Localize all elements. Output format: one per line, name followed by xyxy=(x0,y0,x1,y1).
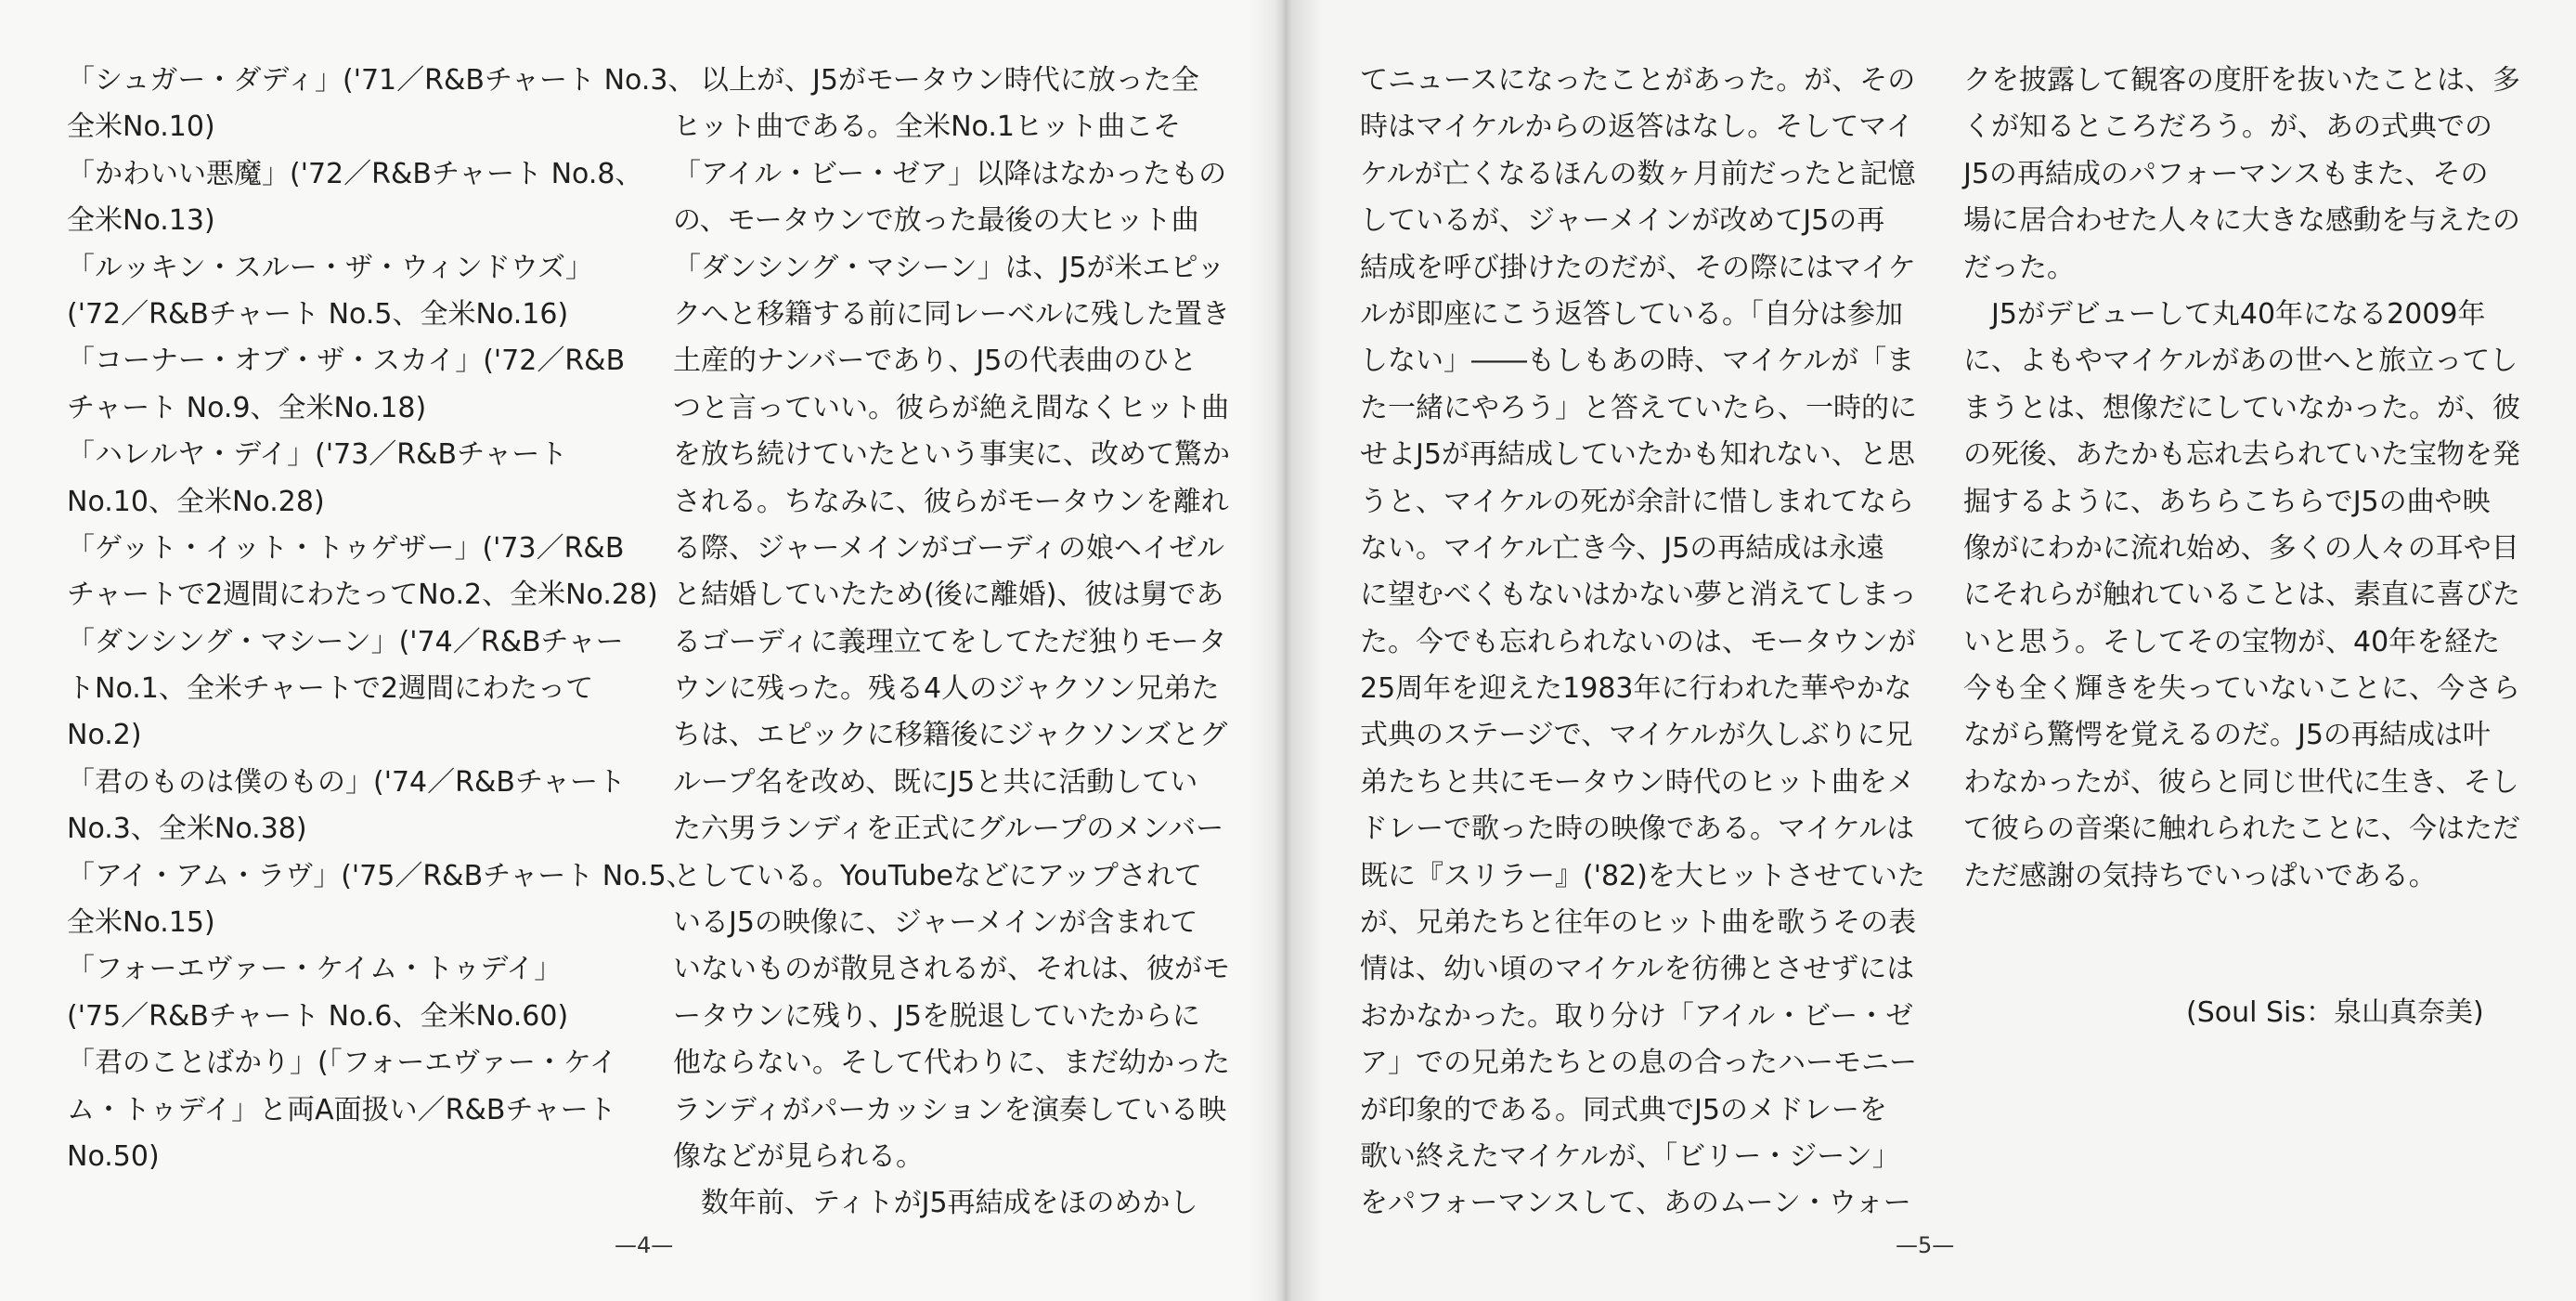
text-line: クへと移籍する前に同レーベルに残した置き xyxy=(673,297,1230,331)
discography-column xyxy=(67,58,695,1180)
text-line: の死後、あたかも忘れ去られていた宝物を発 xyxy=(1963,438,2520,472)
text-line: 今も全く輝きを失っていないことに、今さら xyxy=(1963,672,2520,706)
left-page xyxy=(0,0,1283,1301)
text-line: 「シュガー・ダディ」('71／R&Bチャート No.3、 xyxy=(67,64,696,97)
text-line: 結成を呼び掛けたのだが、その際にはマイケ xyxy=(1360,251,1916,284)
text-line: 数年前、ティトがJ5再結成をほのめかし xyxy=(701,1187,1198,1220)
text-line: 土産的ナンバーであり、J5の代表曲のひと xyxy=(673,345,1197,378)
text-line: 「ダンシング・マシーン」は、J5が米エピッ xyxy=(673,251,1225,284)
page-number: —4— xyxy=(615,1232,674,1258)
text-line: 像がにわかに流れ始め、多くの人々の耳や目 xyxy=(1963,531,2519,565)
text-line: が、兄弟たちと往年のヒット曲を歌うその表 xyxy=(1360,906,1917,940)
text-line: いと思う。そしてその宝物が、40年を経た xyxy=(1963,625,2501,658)
text-line: 「君のことばかり」(「フォーエヴァー・ケイ xyxy=(67,1047,617,1080)
text-line: いるJ5の映像に、ジャーメインが含まれて xyxy=(673,906,1198,940)
text-line: ただ感謝の気持ちでいっぱいである。 xyxy=(1963,859,2437,892)
text-line: ルが即座にこう返答している。「自分は参加 xyxy=(1360,297,1903,331)
text-line: 「ルッキン・スルー・ザ・ウィンドウズ」 xyxy=(67,251,593,284)
text-line: 「かわいい悪魔」('72／R&Bチャート No.8、 xyxy=(67,157,643,190)
text-line: No.2) xyxy=(67,719,142,752)
text-line: される。ちなみに、彼らがモータウンを離れ xyxy=(673,485,1229,518)
text-line: ちは、エピックに移籍後にジャクソンズとグ xyxy=(673,719,1228,752)
text-line: ながら驚愕を覚えるのだ。J5の再結成は叶 xyxy=(1963,719,2491,752)
text-line: ータウンに残り、J5を脱退していたからに xyxy=(673,999,1200,1033)
text-line: 歌い終えたマイケルが、「ビリー・ジーン」 xyxy=(1360,1139,1900,1173)
text-line: 「フォーエヴァー・ケイム・トゥデイ」 xyxy=(67,953,563,986)
text-line: 「君のものは僕のもの」('74／R&Bチャート xyxy=(67,765,627,799)
text-line: ヒット曲である。全米No.1ヒット曲こそ xyxy=(673,111,1182,144)
text-line: トNo.1、全米チャートで2週間にわたって xyxy=(67,672,594,706)
text-line: るゴーディに義理立てをしてただ独りモータ xyxy=(673,625,1227,658)
text-line: 掘するように、あちらこちらでJ5の曲や映 xyxy=(1963,485,2491,518)
text-line: クを披露して観客の度肝を抜いたことは、多 xyxy=(1963,64,2520,97)
text-line: うと、マイケルの死が余計に惜しまれてなら xyxy=(1360,485,1915,518)
text-line: 「アイ・アム・ラヴ」('75／R&Bチャート No.5、 xyxy=(67,859,694,892)
text-line: に望むべくもないはかない夢と消えてしまっ xyxy=(1360,579,1917,612)
author-credit: (Soul Sis：泉山真奈美) xyxy=(2186,996,2484,1029)
text-line: 全米No.13) xyxy=(67,204,215,238)
text-line: 「ゲット・イット・トゥゲザー」('73／R&B xyxy=(67,531,625,565)
text-line: つと言っていい。彼らが絶え間なくヒット曲 xyxy=(673,391,1230,424)
text-line: ランディがパーカッションを演奏している映 xyxy=(673,1093,1227,1126)
text-line: た一緒にやろう」と答えていたら、一時的に xyxy=(1360,391,1917,424)
text-line: 「アイル・ビー・ゼア」以降はなかったもの xyxy=(673,157,1227,190)
essay-column-middle xyxy=(1360,58,1925,1228)
text-line: チャートで2週間にわたってNo.2、全米No.28) xyxy=(67,579,658,612)
text-line: ケルが亡くなるほんの数ヶ月前だったと記憶 xyxy=(1360,157,1916,190)
text-line: た。今でも忘れられないのは、モータウンが xyxy=(1360,625,1916,658)
text-line: 25周年を迎えた1983年に行われた華やかな xyxy=(1360,672,1912,706)
text-line: をパフォーマンスして、あのムーン・ウォー xyxy=(1360,1187,1911,1220)
text-line: ウンに残った。残る4人のジャクソン兄弟た xyxy=(673,672,1220,706)
text-line: チャート No.9、全米No.18) xyxy=(67,391,427,424)
text-line: しているが、ジャーメインが改めてJ5の再 xyxy=(1360,204,1885,238)
text-line: ドレーで歌った時の映像である。マイケルは xyxy=(1360,813,1915,846)
text-line: No.50) xyxy=(67,1139,160,1173)
page-number: —5— xyxy=(1896,1232,1955,1258)
text-line: 情は、幼い頃のマイケルを彷彿とさせずには xyxy=(1360,953,1915,986)
text-line: 以上が、J5がモータウン時代に放った全 xyxy=(701,64,1199,97)
book-gutter xyxy=(1249,0,1323,1301)
text-line: て彼らの音楽に触れられたことに、今はただ xyxy=(1963,813,2520,846)
text-line: くが知るところだろう。が、あの式典での xyxy=(1963,111,2492,144)
text-line: 全米No.10) xyxy=(67,111,215,144)
text-line: にそれらが触れていることは、素直に喜びた xyxy=(1963,579,2520,612)
text-line: まうとは、想像だにしていなかった。が、彼 xyxy=(1963,391,2520,424)
text-line: No.3、全米No.38) xyxy=(67,813,307,846)
text-line: 式典のステージで、マイケルが久しぶりに兄 xyxy=(1360,719,1913,752)
text-line: る際、ジャーメインがゴーディの娘ヘイゼル xyxy=(673,531,1224,565)
text-line: 全米No.15) xyxy=(67,906,215,940)
text-line: ム・トゥデイ」と両A面扱い／R&Bチャート xyxy=(67,1093,616,1126)
text-line: わなかったが、彼らと同じ世代に生き、そし xyxy=(1963,765,2519,799)
text-line: 他ならない。そして代わりに、まだ幼かった xyxy=(673,1047,1230,1080)
text-line: 弟たちと共にモータウン時代のヒット曲をメ xyxy=(1360,765,1915,799)
text-line: おかなかった。取り分け「アイル・ビー・ゼ xyxy=(1360,999,1914,1033)
text-line: としている。YouTubeなどにアップされて xyxy=(673,859,1202,892)
text-line: ない。マイケル亡き今、J5の再結成は永遠 xyxy=(1360,531,1885,565)
text-line: J5がデビューして丸40年になる2009年 xyxy=(1991,297,2486,331)
text-line: ('72／R&Bチャート No.5、全米No.16) xyxy=(67,297,569,331)
text-line: 「ダンシング・マシーン」('74／R&Bチャー xyxy=(67,625,624,658)
text-line: ア」での兄弟たちとの息の合ったハーモニー xyxy=(1360,1047,1917,1080)
text-line: の、モータウンで放った最後の大ヒット曲 xyxy=(673,204,1199,238)
text-line: 時はマイケルからの返答はなし。そしてマイ xyxy=(1360,111,1914,144)
text-line: が印象的である。同式典でJ5のメドレーを xyxy=(1360,1093,1887,1126)
text-line: 「ハレルヤ・デイ」('73／R&Bチャート xyxy=(67,438,568,472)
text-line: 場に居合わせた人々に大きな感動を与えたの xyxy=(1963,204,2520,238)
text-line: に、よもやマイケルがあの世へと旅立ってし xyxy=(1963,345,2518,378)
text-line: だった。 xyxy=(1963,251,2075,284)
text-line: J5の再結成のパフォーマンスもまた、その xyxy=(1963,157,2489,190)
text-line: 像などが見られる。 xyxy=(673,1139,924,1173)
text-line: せよJ5が再結成していたかも知れない、と思 xyxy=(1360,438,1915,472)
text-line: と結婚していたため(後に離婚)、彼は舅であ xyxy=(673,579,1224,612)
essay-column-right xyxy=(1963,58,2520,900)
essay-column-left xyxy=(673,58,1230,1228)
text-line: 既に『スリラー』('82)を大ヒットさせていた xyxy=(1360,859,1925,892)
text-line: た六男ランディを正式にグループのメンバー xyxy=(673,813,1224,846)
text-line: しない」――もしもあの時、マイケルが「ま xyxy=(1360,345,1915,378)
text-line: いないものが散見されるが、それは、彼がモ xyxy=(673,953,1230,986)
text-line: 「コーナー・オブ・ザ・スカイ」('72／R&B xyxy=(67,345,626,378)
text-line: No.10、全米No.28) xyxy=(67,485,325,518)
text-line: ループ名を改め、既にJ5と共に活動してい xyxy=(673,765,1198,799)
right-page xyxy=(1283,0,2576,1301)
text-line: を放ち続けていたという事実に、改めて驚か xyxy=(673,438,1230,472)
text-line: ('75／R&Bチャート No.6、全米No.60) xyxy=(67,999,569,1033)
text-line: てニュースになったことがあった。が、その xyxy=(1360,64,1916,97)
